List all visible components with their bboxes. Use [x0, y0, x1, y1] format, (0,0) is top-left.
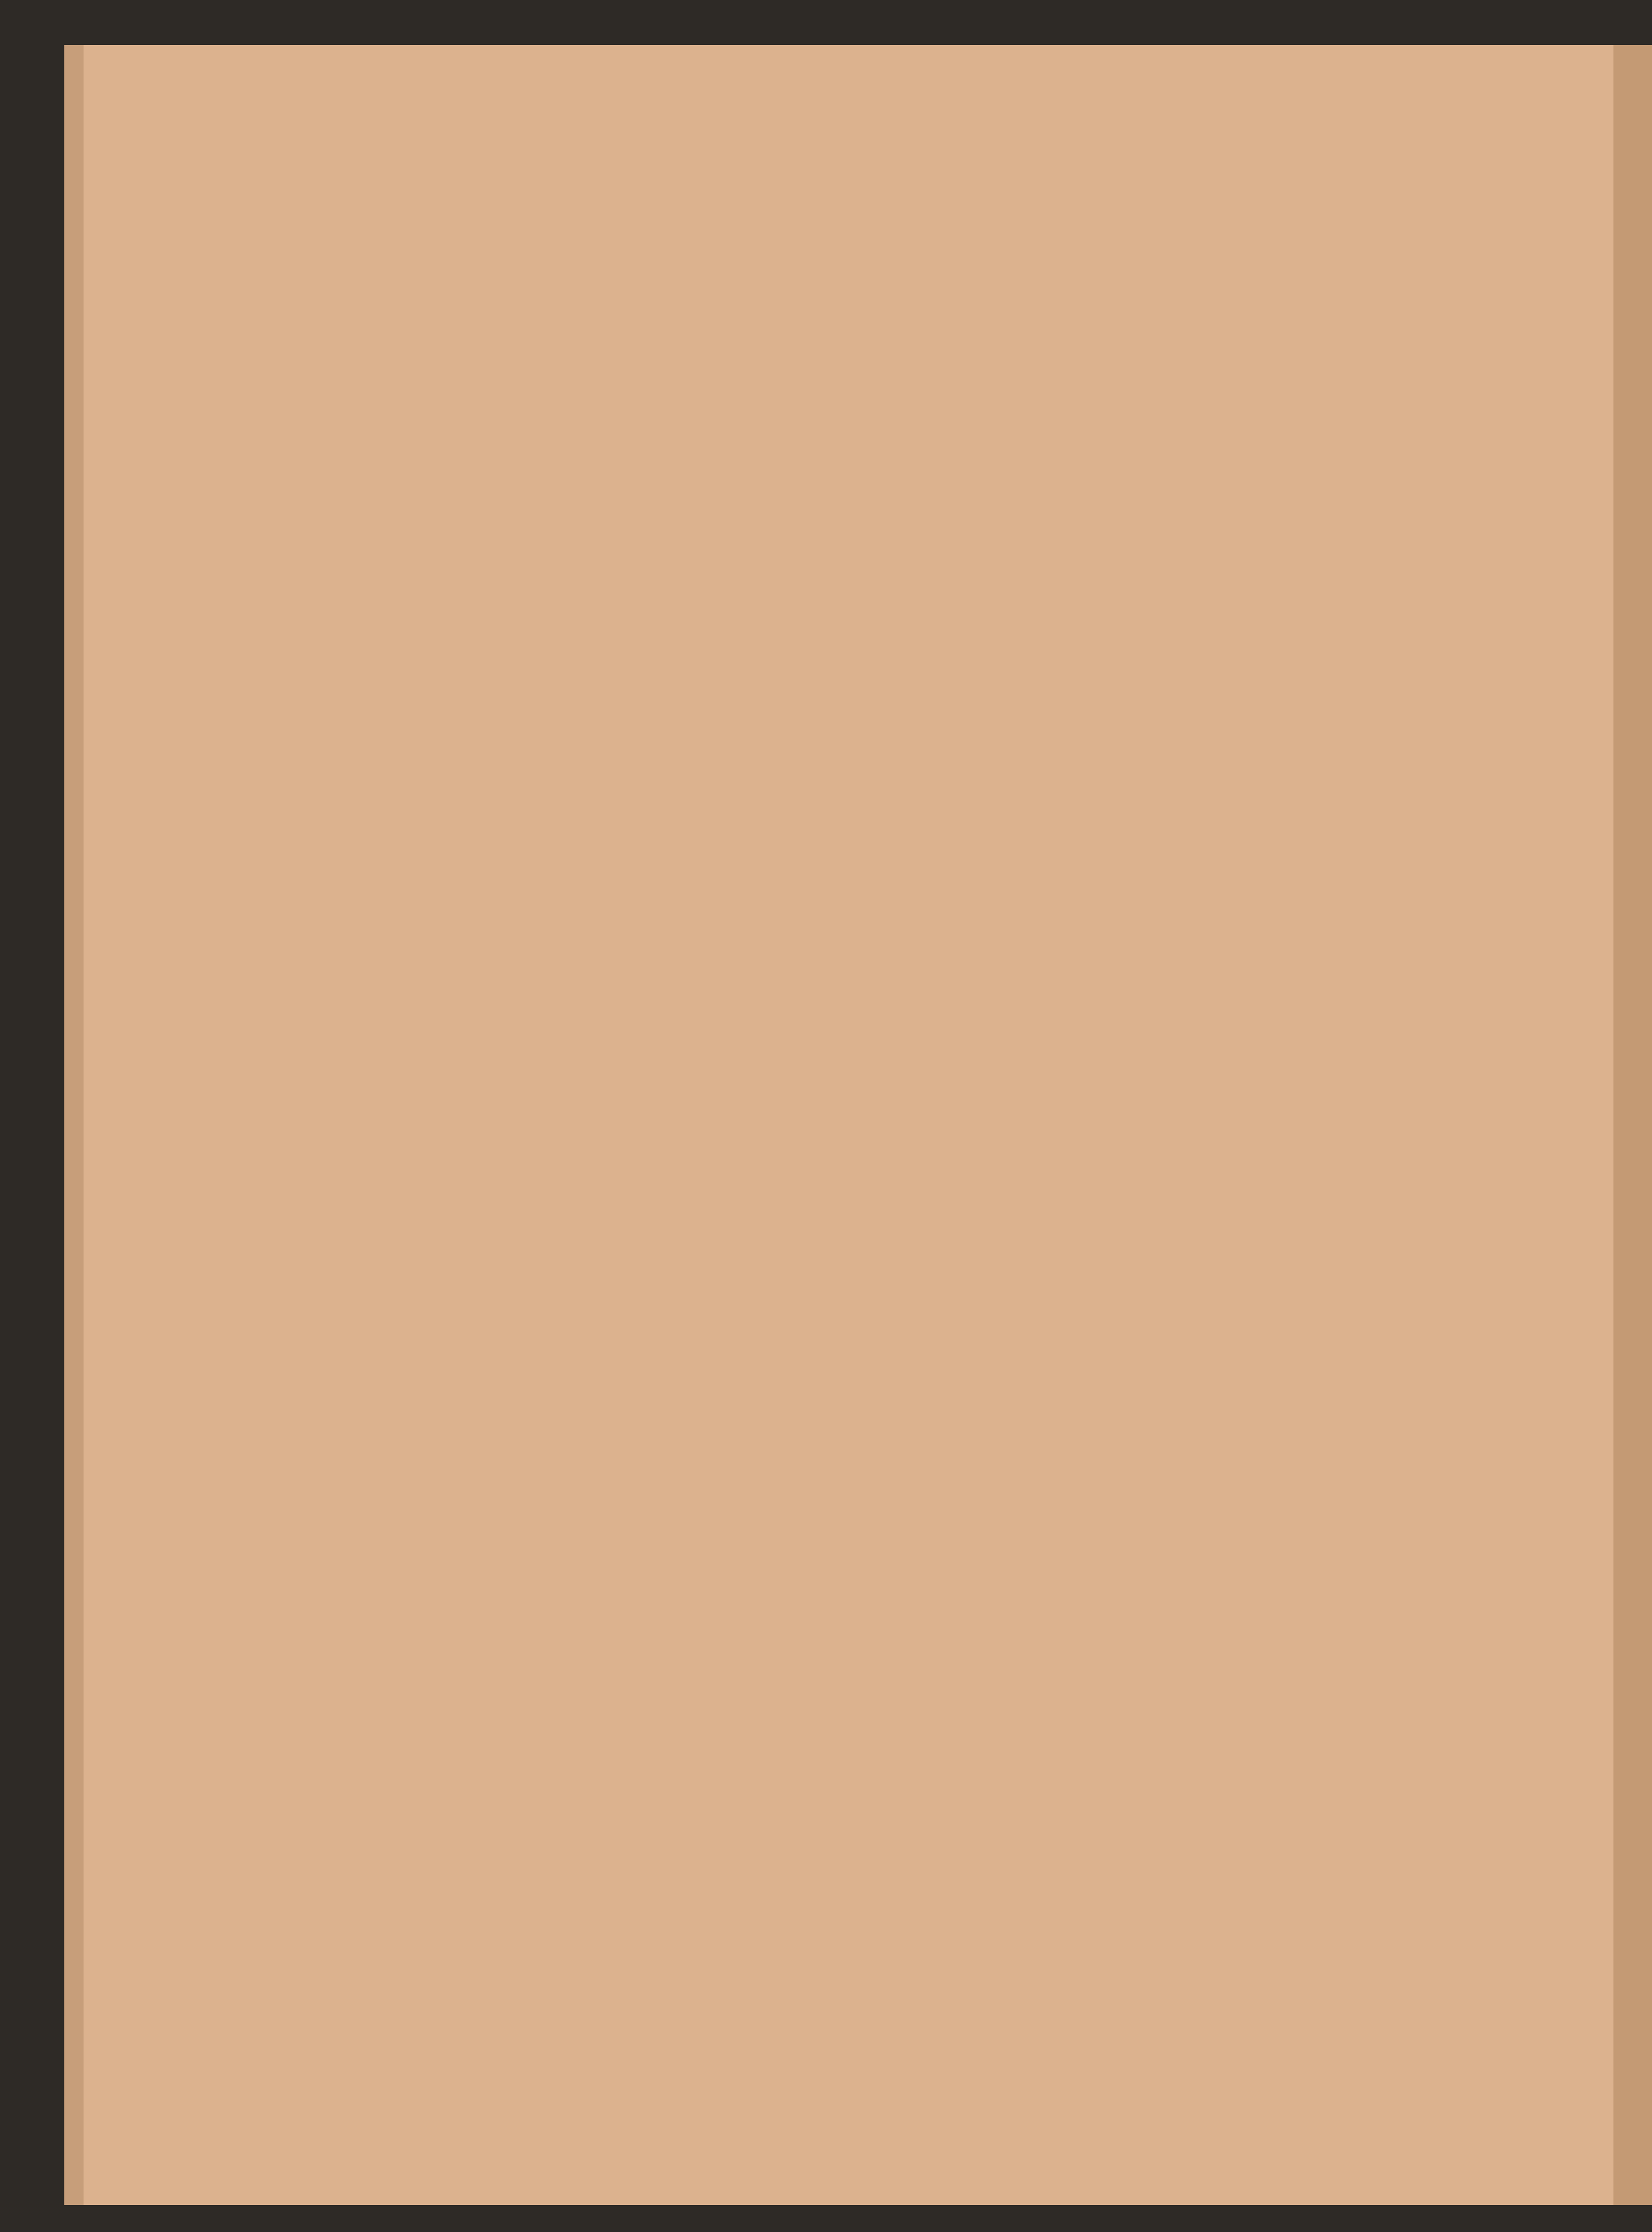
page-spine-edge [64, 45, 84, 2205]
book-page [64, 45, 1613, 2205]
next-page-edge [1613, 45, 1652, 2205]
